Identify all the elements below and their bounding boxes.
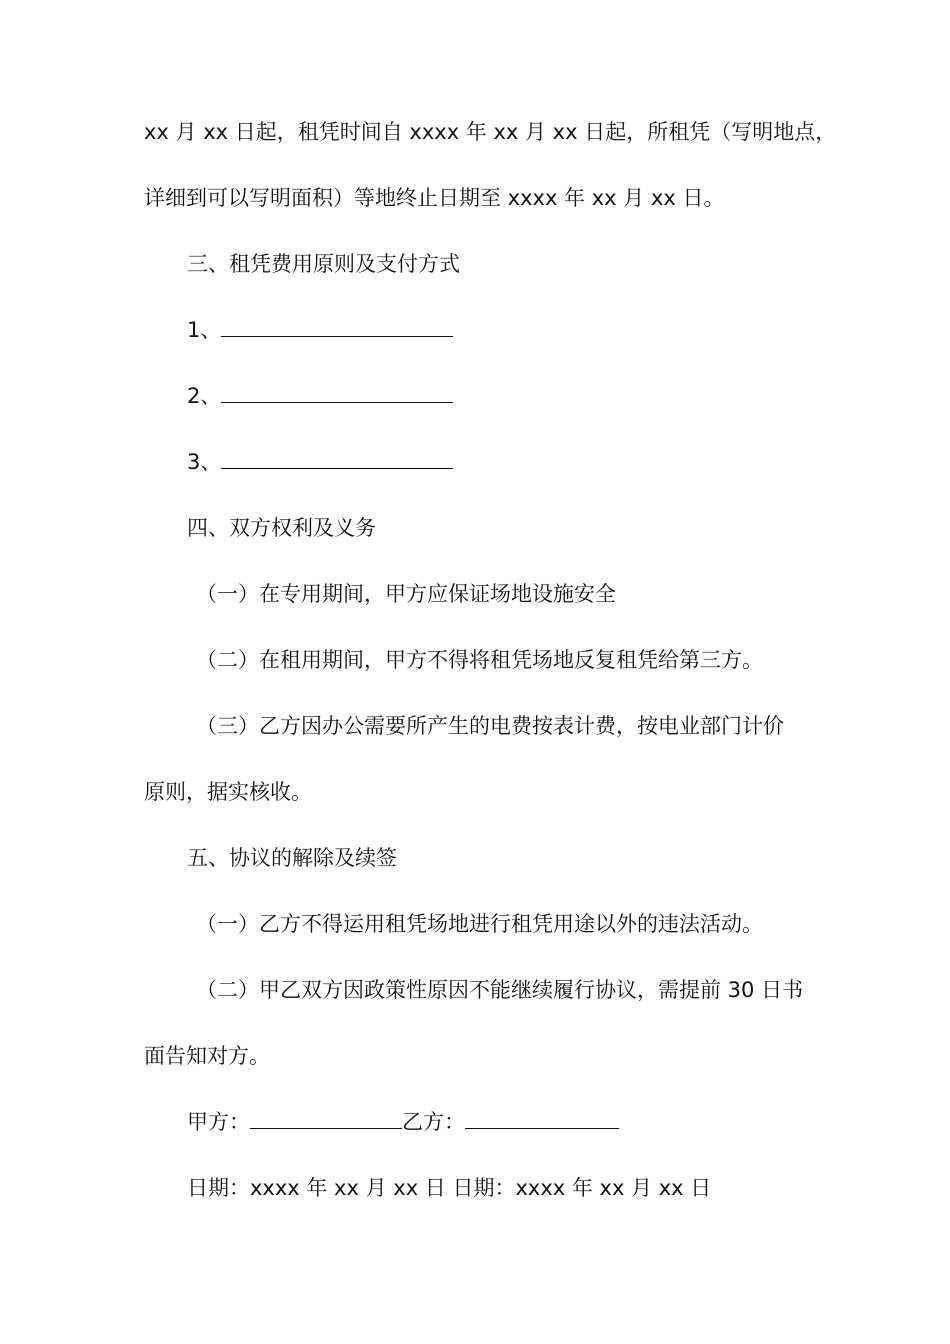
clause-item: （一）乙方不得运用租凭场地进行租凭用途以外的违法活动。 bbox=[196, 912, 763, 936]
payment-item-1 bbox=[187, 316, 867, 344]
item-number: 1、 bbox=[187, 318, 222, 342]
payment-item-2 bbox=[187, 382, 867, 410]
fill-in-blank bbox=[221, 316, 453, 337]
clause-item: （二）在租用期间，甲方不得将租凭场地反复租凭给第三方。 bbox=[196, 648, 763, 672]
party-a-label: 甲方： bbox=[187, 1110, 250, 1134]
section-heading-3: 三、租凭费用原则及支付方式 bbox=[187, 252, 460, 276]
section-heading-4: 四、双方权利及义务 bbox=[187, 516, 376, 540]
clause-item-continued: 原则，据实核收。 bbox=[144, 780, 312, 804]
paragraph-line: xx 月 xx 日起，租凭时间自 xxxx 年 xx 月 xx 日起，所租凭（写明地点， bbox=[144, 120, 837, 144]
fill-in-blank bbox=[221, 382, 453, 403]
clause-item-continued: 面告知对方。 bbox=[144, 1044, 270, 1068]
party-b-blank bbox=[465, 1108, 619, 1129]
payment-item-3 bbox=[187, 448, 867, 476]
party-a-blank bbox=[250, 1108, 402, 1129]
clause-item: （二）甲乙双方因政策性原因不能继续履行协议，需提前 30 日书 bbox=[196, 978, 804, 1002]
section-heading-5: 五、协议的解除及续签 bbox=[187, 846, 397, 870]
fill-in-blank bbox=[221, 448, 453, 469]
item-number: 3、 bbox=[187, 450, 222, 474]
item-number: 2、 bbox=[187, 384, 222, 408]
date-line: 日期：xxxx 年 xx 月 xx 日 日期：xxxx 年 xx 月 xx 日 bbox=[187, 1176, 712, 1200]
signature-line bbox=[187, 1108, 867, 1136]
paragraph-line: 详细到可以写明面积）等地终止日期至 xxxx 年 xx 月 xx 日。 bbox=[144, 186, 725, 210]
clause-item: （三）乙方因办公需要所产生的电费按表计费，按电业部门计价 bbox=[196, 714, 784, 738]
party-b-label: 乙方： bbox=[402, 1110, 465, 1134]
clause-item: （一）在专用期间，甲方应保证场地设施安全 bbox=[196, 582, 616, 606]
